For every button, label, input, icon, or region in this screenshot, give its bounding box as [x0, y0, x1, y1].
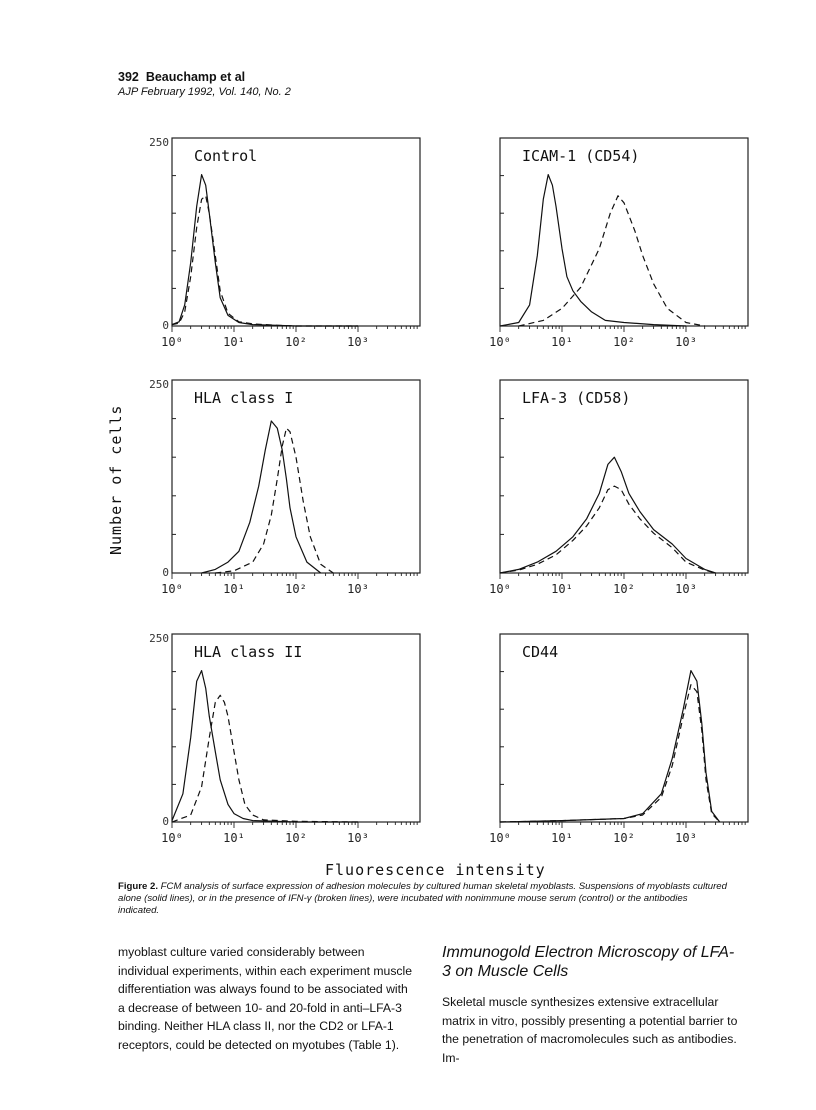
y-min-label: 0 — [162, 566, 169, 579]
body-right-column — [442, 943, 738, 1067]
y-max-label: 250 — [149, 632, 169, 645]
y-max-label: 250 — [149, 136, 169, 149]
x-tick-label: 10³ — [675, 582, 697, 596]
series-alone-solid — [172, 175, 358, 326]
x-tick-label: 10³ — [347, 582, 369, 596]
x-tick-label: 10² — [285, 335, 307, 349]
panel-icam1 — [468, 128, 758, 358]
series-alone-solid — [172, 671, 358, 822]
caption-text: FCM analysis of surface expression of adhesion molecules by cultured human skeletal myoblasts. Suspensions of myoblasts cultured alone (solid lines), or in the presence of IFN-γ (broken lines), were incubated with nonimmune mouse serum (control) or the antibodies indicated. — [118, 881, 727, 916]
chart-icam1 — [468, 128, 758, 358]
x-tick-label: 10⁰ — [489, 582, 511, 596]
running-head — [118, 70, 245, 84]
x-tick-label: 10² — [285, 582, 307, 596]
panel-title: HLA class I — [194, 389, 294, 407]
x-tick-label: 10³ — [347, 335, 369, 349]
chart-cd44 — [468, 624, 758, 854]
plot-frame — [172, 634, 420, 822]
x-tick-label: 10⁰ — [489, 335, 511, 349]
x-tick-label: 10³ — [347, 831, 369, 845]
panel-title: ICAM-1 (CD54) — [522, 147, 640, 165]
x-tick-label: 10³ — [675, 335, 697, 349]
panel-cd44 — [468, 624, 758, 854]
journal-citation: AJP February 1992, Vol. 140, No. 2 — [118, 86, 291, 98]
series-alone-solid — [500, 671, 720, 822]
y-axis-label: Number of cells — [107, 404, 125, 555]
panel-title: HLA class II — [194, 643, 303, 661]
x-tick-label: 10² — [613, 582, 635, 596]
x-tick-label: 10¹ — [223, 582, 245, 596]
panel-hla-class-2 — [140, 624, 430, 854]
series-ifn-gamma-dashed — [519, 196, 705, 326]
section-heading: Immunogold Electron Microscopy of LFA-3 on Muscle Cells — [442, 944, 735, 980]
panel-title: CD44 — [522, 643, 559, 661]
x-tick-label: 10¹ — [551, 831, 573, 845]
y-max-label: 250 — [149, 378, 169, 391]
x-tick-label: 10⁰ — [161, 335, 183, 349]
chart-hla-class-1 — [140, 370, 430, 605]
chart-hla-class-2 — [140, 624, 430, 854]
series-ifn-gamma-dashed — [215, 428, 333, 573]
body-right-text: Skeletal muscle synthesizes extensive extracellular matrix in vitro, possibly presenting a potential barrier to the penetration of macromolecules such as antibodies. Im- — [442, 995, 738, 1065]
y-min-label: 0 — [162, 815, 169, 828]
series-alone-solid — [500, 175, 686, 326]
chart-lfa3 — [468, 370, 758, 605]
x-tick-label: 10¹ — [551, 335, 573, 349]
caption-label: Figure 2. — [118, 881, 158, 892]
series-ifn-gamma-dashed — [500, 486, 716, 573]
series-alone-solid — [500, 457, 716, 573]
plot-frame — [500, 380, 748, 573]
plot-frame — [500, 138, 748, 326]
page-number: 392 — [118, 70, 139, 84]
x-tick-label: 10¹ — [223, 335, 245, 349]
author-line: Beauchamp et al — [145, 70, 246, 84]
x-tick-label: 10¹ — [551, 582, 573, 596]
figure-caption — [118, 881, 728, 917]
x-tick-label: 10⁰ — [161, 582, 183, 596]
panel-hla-class-1 — [140, 370, 430, 605]
x-tick-label: 10² — [613, 335, 635, 349]
plot-frame — [172, 138, 420, 326]
panel-title: Control — [194, 147, 258, 165]
body-left-column: myoblast culture varied considerably between individual experiments, within each experiment muscle differentiation was always found to be associated with a decrease of between 10- and 20-fold in anti–LFA-3 binding. Neither HLA class II, nor the CD2 or LFA-1 receptors, could be detected on myotubes (Table 1). — [118, 945, 412, 1052]
chart-control — [140, 128, 430, 358]
panel-control — [140, 128, 430, 358]
y-min-label: 0 — [162, 319, 169, 332]
x-tick-label: 10⁰ — [161, 831, 183, 845]
x-tick-label: 10² — [613, 831, 635, 845]
plot-frame — [500, 634, 748, 822]
panel-lfa3 — [468, 370, 758, 605]
series-ifn-gamma-dashed — [500, 685, 720, 822]
x-axis-label: Fluorescence intensity — [325, 861, 546, 879]
plot-frame — [172, 380, 420, 573]
x-tick-label: 10³ — [675, 831, 697, 845]
x-tick-label: 10² — [285, 831, 307, 845]
series-ifn-gamma-dashed — [172, 196, 358, 326]
x-tick-label: 10¹ — [223, 831, 245, 845]
x-tick-label: 10⁰ — [489, 831, 511, 845]
panel-title: LFA-3 (CD58) — [522, 389, 631, 407]
series-ifn-gamma-dashed — [172, 695, 358, 822]
